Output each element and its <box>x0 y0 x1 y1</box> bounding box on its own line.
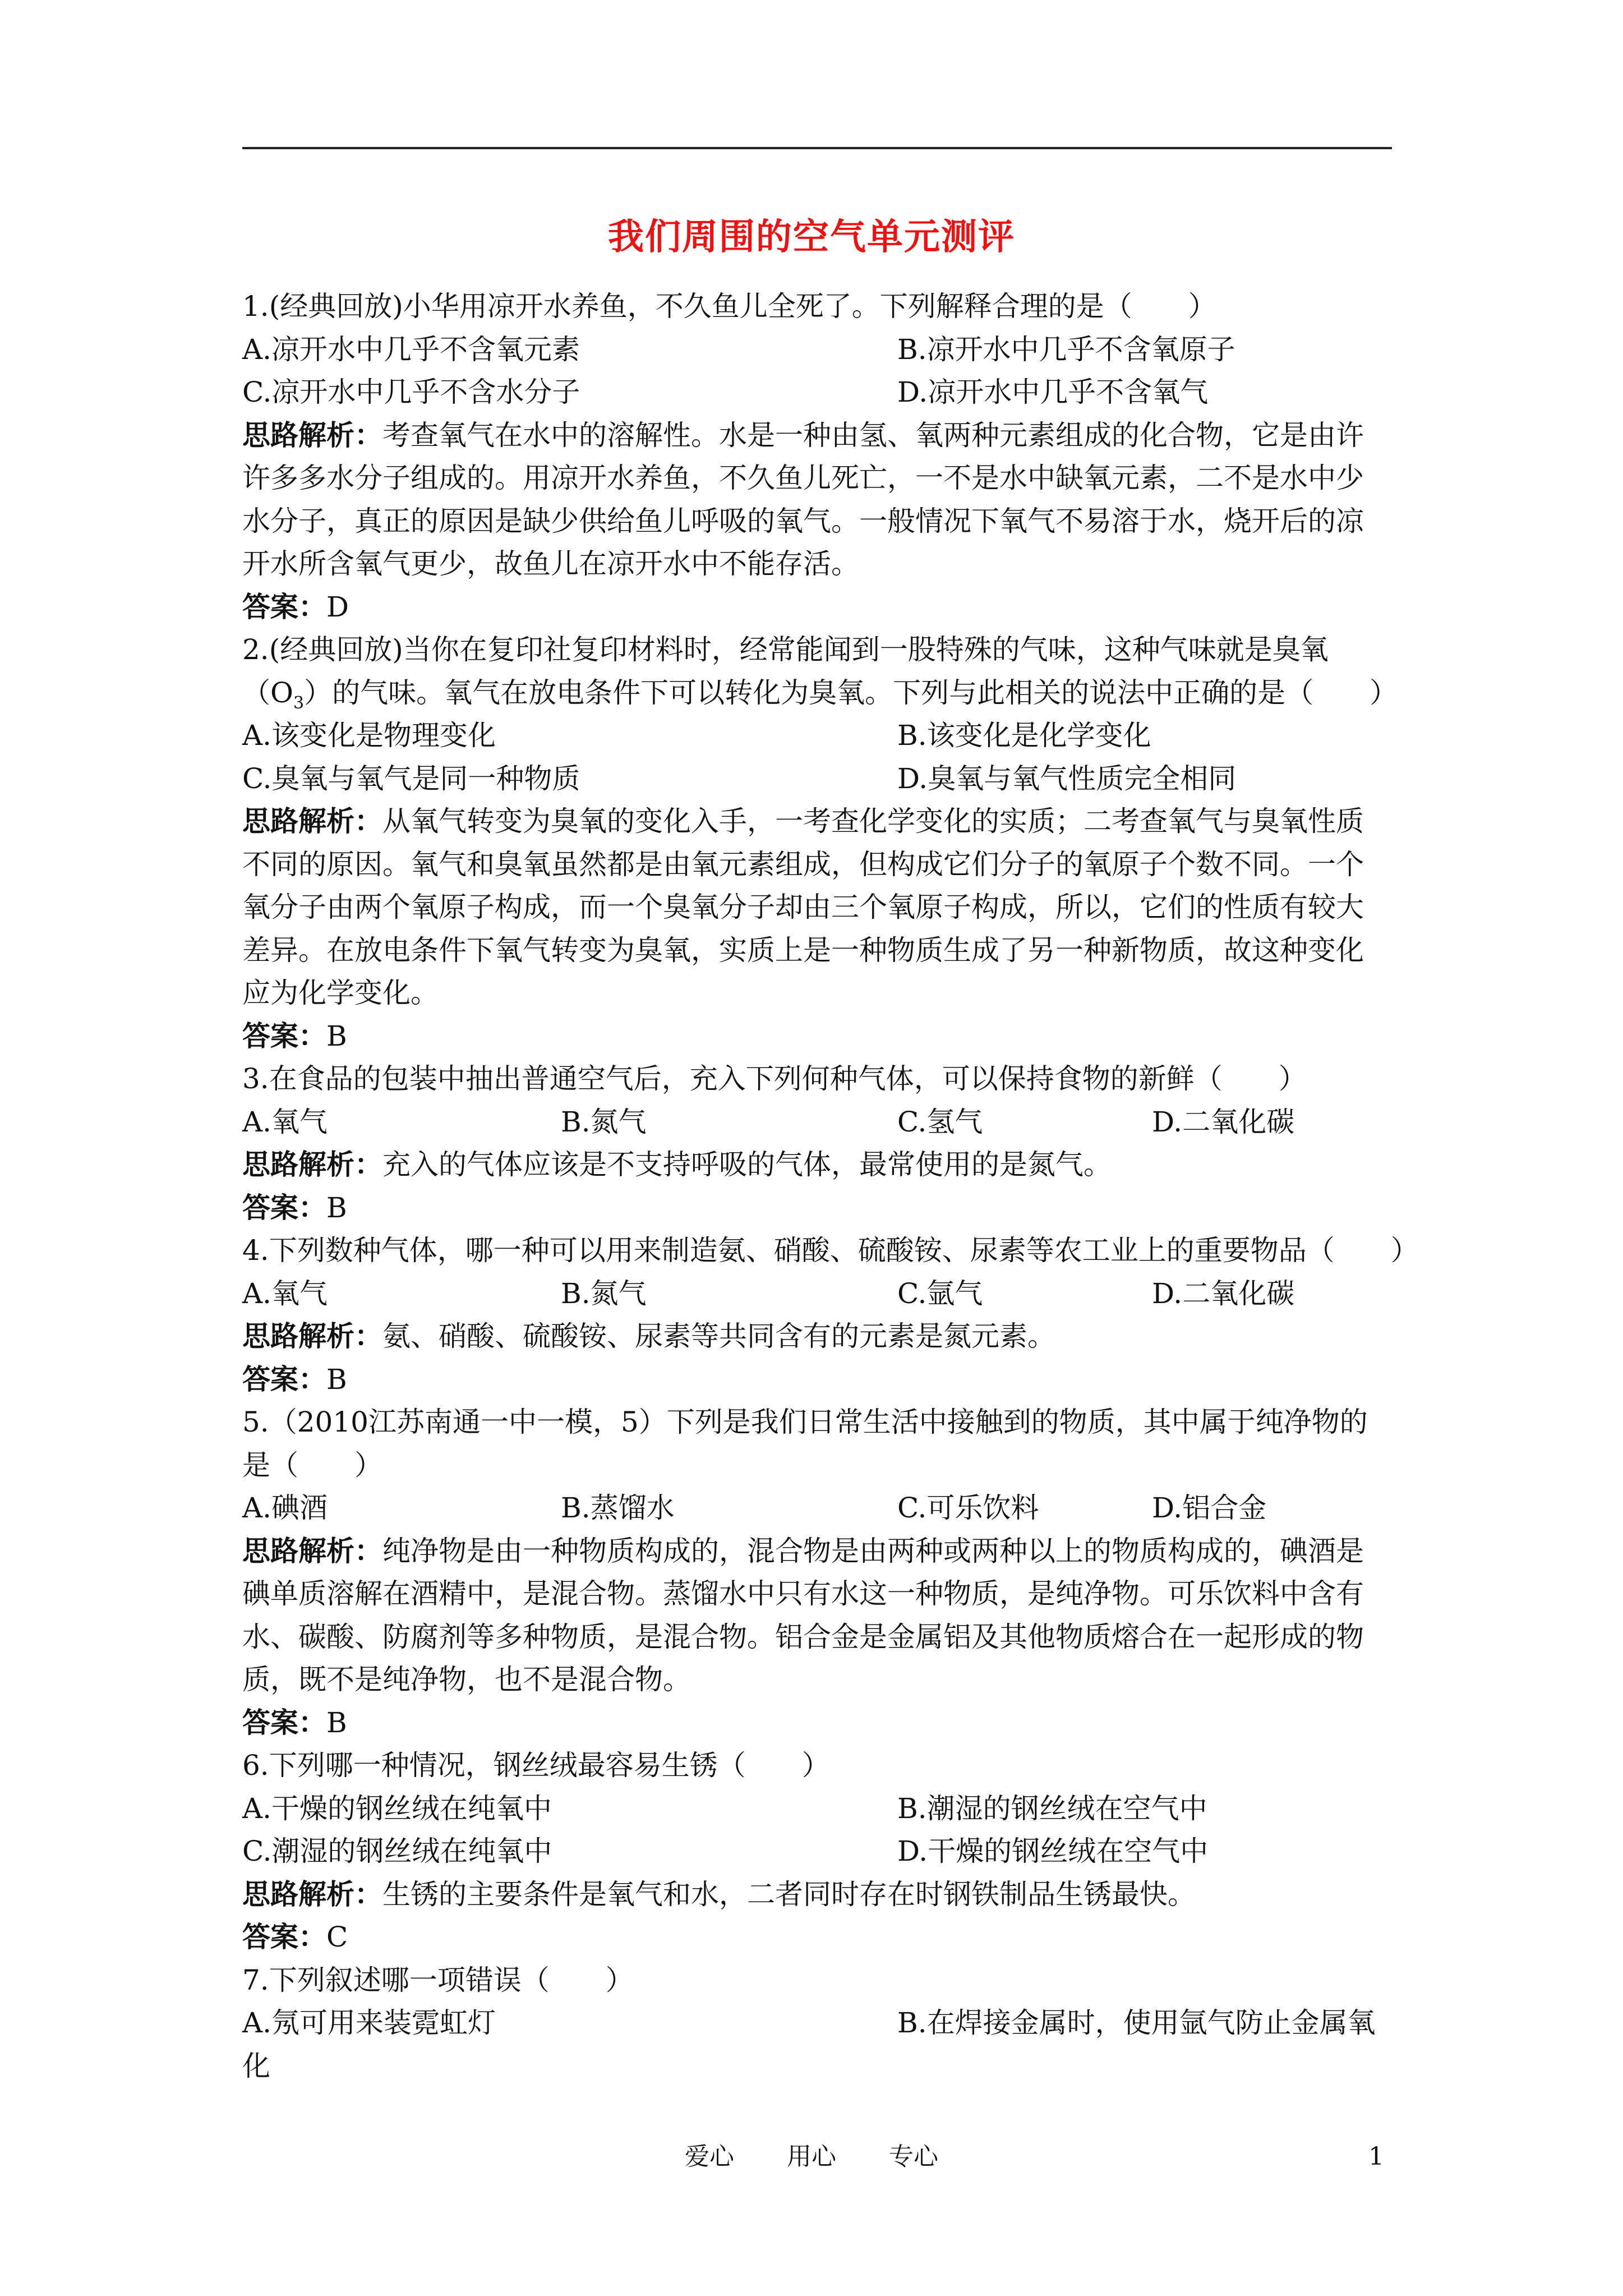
option: B.在焊接金属时，使用氩气防止金属氧 <box>897 2007 1376 2039</box>
option: C.臭氧与氧气是同一种物质 <box>242 762 580 795</box>
page-title: 我们周围的空气单元测评 <box>608 216 1015 258</box>
option-row <box>242 714 1392 757</box>
option: A.氧气 <box>242 1277 328 1310</box>
answer <box>242 1358 1392 1401</box>
question-stem: 5.（2010江苏南通一中一模，5）下列是我们日常生活中接触到的物质，其中属于纯净物的 <box>242 1406 1368 1438</box>
analysis-line: 不同的原因。氧气和臭氧虽然都是由氧元素组成，但构成它们分子的氧原子个数不同。一个 <box>242 848 1364 881</box>
answer <box>242 1015 1392 1058</box>
option-row <box>242 328 1392 371</box>
option: C.凉开水中几乎不含水分子 <box>242 376 580 408</box>
header-rule <box>242 147 1392 149</box>
option: A.该变化是物理变化 <box>242 719 496 752</box>
option: D.二氧化碳 <box>1152 1105 1295 1138</box>
option: D.干燥的钢丝绒在空气中 <box>897 1835 1209 1867</box>
question-stem: $(O_3)$的气味。氧气在放电条件下可以转化为臭氧。下列与此相关的说法中正确的是（ ） <box>242 676 1398 713</box>
option: D.铝合金 <box>1152 1492 1267 1524</box>
answer <box>242 1186 1392 1230</box>
option: B.潮湿的钢丝绒在空气中 <box>897 1792 1207 1825</box>
analysis-line: 水分子，真正的原因是缺少供给鱼儿呼吸的氧气。一般情况下氧气不易溶于水，烧开后的凉 <box>242 504 1364 537</box>
option: B.凉开水中几乎不含氧原子 <box>897 333 1235 366</box>
analysis-label: 思路解析： <box>242 418 382 452</box>
analysis-label: 思路解析： <box>242 1878 382 1911</box>
option: B.氮气 <box>561 1277 647 1310</box>
answer-label: 答案： <box>242 1921 326 1953</box>
option: C.氩气 <box>897 1277 983 1310</box>
answer-label: 答案： <box>242 1363 326 1396</box>
analysis: 思路解析：氨、硝酸、硫酸铵、尿素等共同含有的元素是氮元素。 <box>242 1320 1055 1352</box>
answer <box>242 1701 1392 1745</box>
answer-value: B <box>326 1706 347 1739</box>
option: A.凉开水中几乎不含氧元素 <box>242 333 580 366</box>
option-row <box>242 371 1392 414</box>
analysis-line: 开水所含氧气更少，故鱼儿在凉开水中不能存活。 <box>242 547 859 580</box>
option: A.氖可用来装霓虹灯 <box>242 2007 496 2039</box>
option: D.臭氧与氧气性质完全相同 <box>897 762 1237 795</box>
analysis-line: 许多多水分子组成的。用凉开水养鱼，不久鱼儿死亡，一不是水中缺氧元素，二不是水中少 <box>242 462 1364 494</box>
answer <box>242 1916 1392 1959</box>
option-row <box>242 1101 1392 1144</box>
footer-item: 爱心 <box>685 2142 734 2171</box>
option-row <box>242 1272 1392 1315</box>
question-stem: 4.下列数种气体，哪一种可以用来制造氨、硝酸、硫酸铵、尿素等农工业上的重要物品（ ） <box>242 1234 1419 1267</box>
answer <box>242 586 1392 629</box>
option: A.氧气 <box>242 1105 328 1138</box>
option-row <box>242 2001 1392 2045</box>
option-continuation: 化 <box>242 2049 270 2082</box>
analysis: 思路解析：充入的气体应该是不支持呼吸的气体，最常使用的是氮气。 <box>242 1148 1112 1181</box>
option: D.二氧化碳 <box>1152 1277 1295 1310</box>
page-number: 1 <box>1368 2142 1384 2171</box>
footer-item: 专心 <box>889 2142 938 2171</box>
option-row <box>242 1487 1392 1530</box>
answer-value: C <box>326 1921 348 1953</box>
question-stem: 2.(经典回放)当你在复印社复印材料时，经常能闻到一股特殊的气味，这种气味就是臭氧 <box>242 633 1329 666</box>
option: B.氮气 <box>561 1105 647 1138</box>
analysis: 思路解析：从氧气转变为臭氧的变化入手，一考查化学变化的实质；二考查氧气与臭氧性质 <box>242 805 1364 838</box>
analysis-line: 质，既不是纯净物，也不是混合物。 <box>242 1663 691 1696</box>
footer-item: 用心 <box>787 2142 836 2171</box>
analysis-line: 氧分子由两个氧原子构成，而一个臭氧分子却由三个氧原子构成，所以，它们的性质有较大 <box>242 891 1364 923</box>
document-body <box>242 285 1419 2087</box>
analysis-label: 思路解析： <box>242 1148 382 1181</box>
option-row <box>242 757 1392 800</box>
option-row <box>242 1830 1392 1873</box>
option: D.凉开水中几乎不含氧气 <box>897 376 1209 408</box>
analysis: 思路解析：生锈的主要条件是氧气和水，二者同时存在时钢铁制品生锈最快。 <box>242 1878 1196 1911</box>
analysis-label: 思路解析： <box>242 1320 382 1352</box>
answer-value: B <box>326 1191 347 1224</box>
analysis-line: 应为化学变化。 <box>242 977 439 1009</box>
option: A.干燥的钢丝绒在纯氧中 <box>242 1792 552 1825</box>
question-stem: 是（ ） <box>242 1448 382 1481</box>
answer-value: B <box>326 1363 347 1396</box>
analysis-label: 思路解析： <box>242 1534 382 1567</box>
question-stem: 6.下列哪一种情况，钢丝绒最容易生锈（ ） <box>242 1749 830 1782</box>
answer-value: D <box>326 590 349 623</box>
analysis-line: 差异。在放电条件下氧气转变为臭氧，实质上是一种物质生成了另一种新物质，故这种变化 <box>242 933 1364 967</box>
option: C.氢气 <box>897 1105 983 1138</box>
option: C.潮湿的钢丝绒在纯氧中 <box>242 1835 552 1867</box>
answer-label: 答案： <box>242 1019 326 1052</box>
analysis-line: 水、碳酸、防腐剂等多种物质，是混合物。铝合金是金属铝及其他物质熔合在一起形成的物 <box>242 1620 1364 1653</box>
analysis: 思路解析：考查氧气在水中的溶解性。水是一种由氢、氧两种元素组成的化合物，它是由许 <box>242 418 1364 452</box>
answer-label: 答案： <box>242 590 326 623</box>
option: A.碘酒 <box>242 1492 328 1524</box>
option: C.可乐饮料 <box>897 1492 1039 1524</box>
answer-label: 答案： <box>242 1706 326 1739</box>
answer-value: B <box>326 1019 347 1052</box>
analysis: 思路解析：纯净物是由一种物质构成的，混合物是由两种或两种以上的物质构成的，碘酒是 <box>242 1534 1364 1567</box>
question-stem: 3.在食品的包装中抽出普通空气后，充入下列何种气体，可以保持食物的新鲜（ ） <box>242 1062 1307 1095</box>
answer-label: 答案： <box>242 1191 326 1224</box>
analysis-line: 碘单质溶解在酒精中，是混合物。蒸馏水中只有水这一种物质，是纯净物。可乐饮料中含有 <box>242 1577 1364 1610</box>
option-row <box>242 1787 1392 1830</box>
option: B.该变化是化学变化 <box>897 719 1151 752</box>
option: B.蒸馏水 <box>561 1492 675 1524</box>
question-stem: 7.下列叙述哪一项错误（ ） <box>242 1963 634 1996</box>
analysis-label: 思路解析： <box>242 805 382 838</box>
question-stem: 1.(经典回放)小华用凉开水养鱼，不久鱼儿全死了。下列解释合理的是（ ） <box>242 290 1216 323</box>
